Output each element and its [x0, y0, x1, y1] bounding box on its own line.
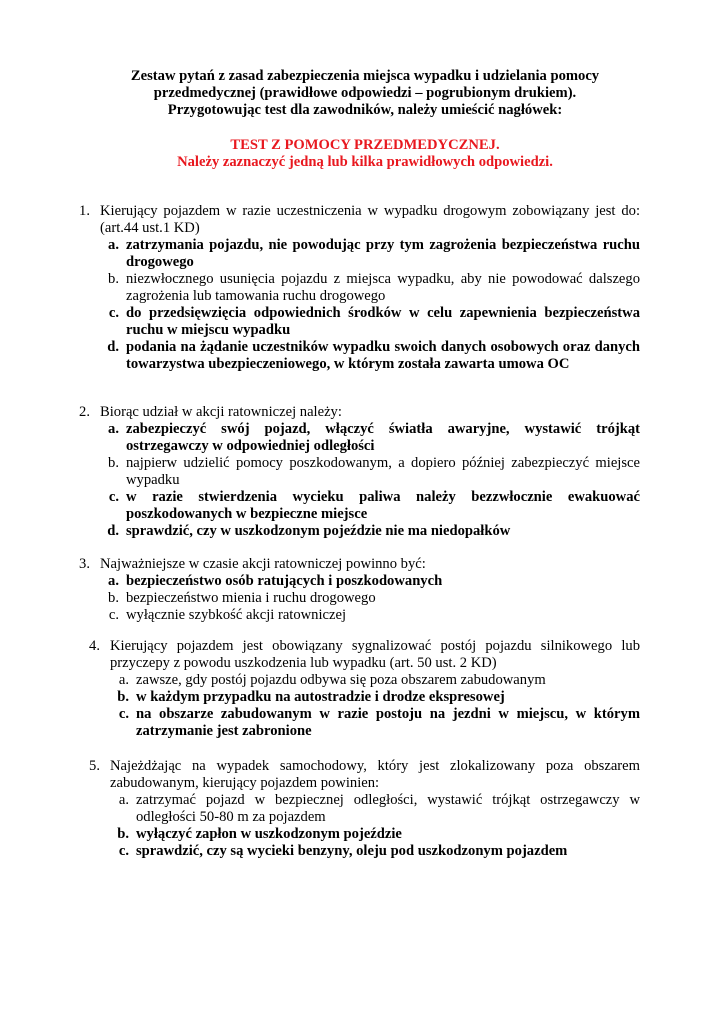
test-title-line-2: Należy zaznaczyć jedną lub kilka prawidłowych odpowiedzi.: [177, 154, 553, 170]
answer-letter: a.: [108, 237, 119, 253]
answer-letter: a.: [108, 573, 119, 589]
answer-text: na obszarze zabudowanym w razie postoju na jezdni w miejscu, w którym zatrzymanie jest zabronione: [136, 706, 640, 739]
answer-text: wyłączyć zapłon w uszkodzonym pojeździe: [136, 826, 402, 842]
answer-text: zabezpieczyć swój pojazd, włączyć światła awaryjne, wystawić trójkąt ostrzegawczy w odpowiedniej odległości: [126, 421, 640, 454]
answer-letter: a.: [108, 421, 119, 437]
question-number: 4.: [89, 638, 100, 654]
answer-text: najpierw udzielić pomocy poszkodowanym, a dopiero później zabezpieczyć miejsce wypadku: [126, 455, 640, 488]
answer-text: sprawdzić, czy w uszkodzonym pojeździe nie ma niedopałków: [126, 523, 511, 539]
answer-text: niezwłocznego usunięcia pojazdu z miejsca wypadku, aby nie powodować dalszego zagrożenia lub tamowania ruchu drogowego: [126, 271, 640, 304]
answer-letter: b.: [117, 826, 129, 842]
answer-d: [100, 339, 640, 373]
question-text: Najważniejsze w czasie akcji ratowniczej powinno być:: [100, 556, 426, 572]
answer-c: [100, 607, 640, 624]
answer-letter: d.: [107, 339, 119, 355]
header-line-3: Przygotowując test dla zawodników, należy umieścić nagłówek:: [167, 102, 563, 118]
answer-b: [100, 271, 640, 305]
question-1: [70, 203, 640, 373]
answer-c: [100, 305, 640, 339]
answer-text: podania na żądanie uczestników wypadku swoich danych osobowych oraz danych towarzystwa ubezpieczeniowego, w którym została zawarta umowa OC: [126, 339, 640, 372]
question-text: Kierujący pojazdem w razie uczestniczenia w wypadku drogowym zobowiązany jest do: (art.44 ust.1 KD): [100, 203, 640, 236]
answer-letter: c.: [108, 305, 119, 321]
answer-text: zatrzymania pojazdu, nie powodując przy tym zagrożenia bezpieczeństwa ruchu drogowego: [126, 237, 640, 270]
header-line-2: przedmedycznej (prawidłowe odpowiedzi – pogrubionym drukiem).: [153, 85, 577, 101]
answer-letter: b.: [108, 271, 119, 287]
question-text: Najeżdżając na wypadek samochodowy, który jest zlokalizowany poza obszarem zabudowanym, kierujący pojazdem powinien:: [110, 758, 640, 791]
answer-text: w razie stwierdzenia wycieku paliwa należy bezzwłocznie ewakuować poszkodowanych w bezpieczne miejsce: [126, 489, 640, 522]
answer-b: [110, 689, 640, 706]
answer-d: [100, 523, 640, 540]
answer-text: bezpieczeństwo mienia i ruchu drogowego: [126, 590, 376, 606]
answer-text: do przedsięwzięcia odpowiednich środków w celu zapewnienia bezpieczeństwa ruchu w miejscu wypadku: [126, 305, 640, 338]
answer-a: [100, 237, 640, 271]
answer-text: zawsze, gdy postój pojazdu odbywa się poza obszarem zabudowanym: [136, 672, 546, 688]
test-title-line-1: TEST Z POMOCY PRZEDMEDYCZNEJ.: [230, 137, 500, 153]
test-title: [90, 137, 640, 171]
answer-letter: a.: [118, 672, 129, 688]
answer-text: zatrzymać pojazd w bezpiecznej odległości, wystawić trójkąt ostrzegawczy w odległości 50-80 m za pojazdem: [136, 792, 640, 825]
answer-a: [110, 672, 640, 689]
answer-c: [100, 489, 640, 523]
question-number: 2.: [79, 404, 90, 420]
answer-letter: c.: [118, 843, 129, 859]
answer-a: [100, 573, 640, 590]
document-header: [90, 68, 640, 119]
answer-b: [100, 455, 640, 489]
question-text: Kierujący pojazdem jest obowiązany sygnalizować postój pojazdu silnikowego lub przyczepy z powodu uszkodzenia lub wypadku (art. 50 ust. 2 KD): [110, 638, 640, 671]
answer-letter: a.: [118, 792, 129, 808]
answer-text: bezpieczeństwo osób ratujących i poszkodowanych: [126, 573, 443, 589]
answer-text: sprawdzić, czy są wycieki benzyny, oleju pod uszkodzonym pojazdem: [136, 843, 568, 859]
question-3: [70, 556, 640, 624]
header-line-1: Zestaw pytań z zasad zabezpieczenia miejsca wypadku i udzielania pomocy: [130, 68, 600, 84]
question-number: 3.: [79, 556, 90, 572]
question-number: 5.: [89, 758, 100, 774]
answer-b: [100, 590, 640, 607]
answer-letter: c.: [108, 489, 119, 505]
answer-b: [110, 826, 640, 843]
answer-letter: b.: [108, 590, 119, 606]
question-number: 1.: [79, 203, 90, 219]
answer-text: wyłącznie szybkość akcji ratowniczej: [126, 607, 347, 623]
answer-letter: c.: [118, 706, 129, 722]
answer-a: [100, 421, 640, 455]
answer-c: [110, 843, 640, 860]
answer-letter: b.: [108, 455, 119, 471]
answer-letter: d.: [107, 523, 119, 539]
question-5: [80, 758, 640, 860]
question-4: [80, 638, 640, 740]
answer-c: [110, 706, 640, 740]
question-text: Biorąc udział w akcji ratowniczej należy:: [100, 404, 342, 420]
answer-letter: b.: [117, 689, 129, 705]
answer-letter: c.: [108, 607, 119, 623]
question-2: [70, 404, 640, 540]
answer-a: [110, 792, 640, 826]
answer-text: w każdym przypadku na autostradzie i drodze ekspresowej: [136, 689, 505, 705]
